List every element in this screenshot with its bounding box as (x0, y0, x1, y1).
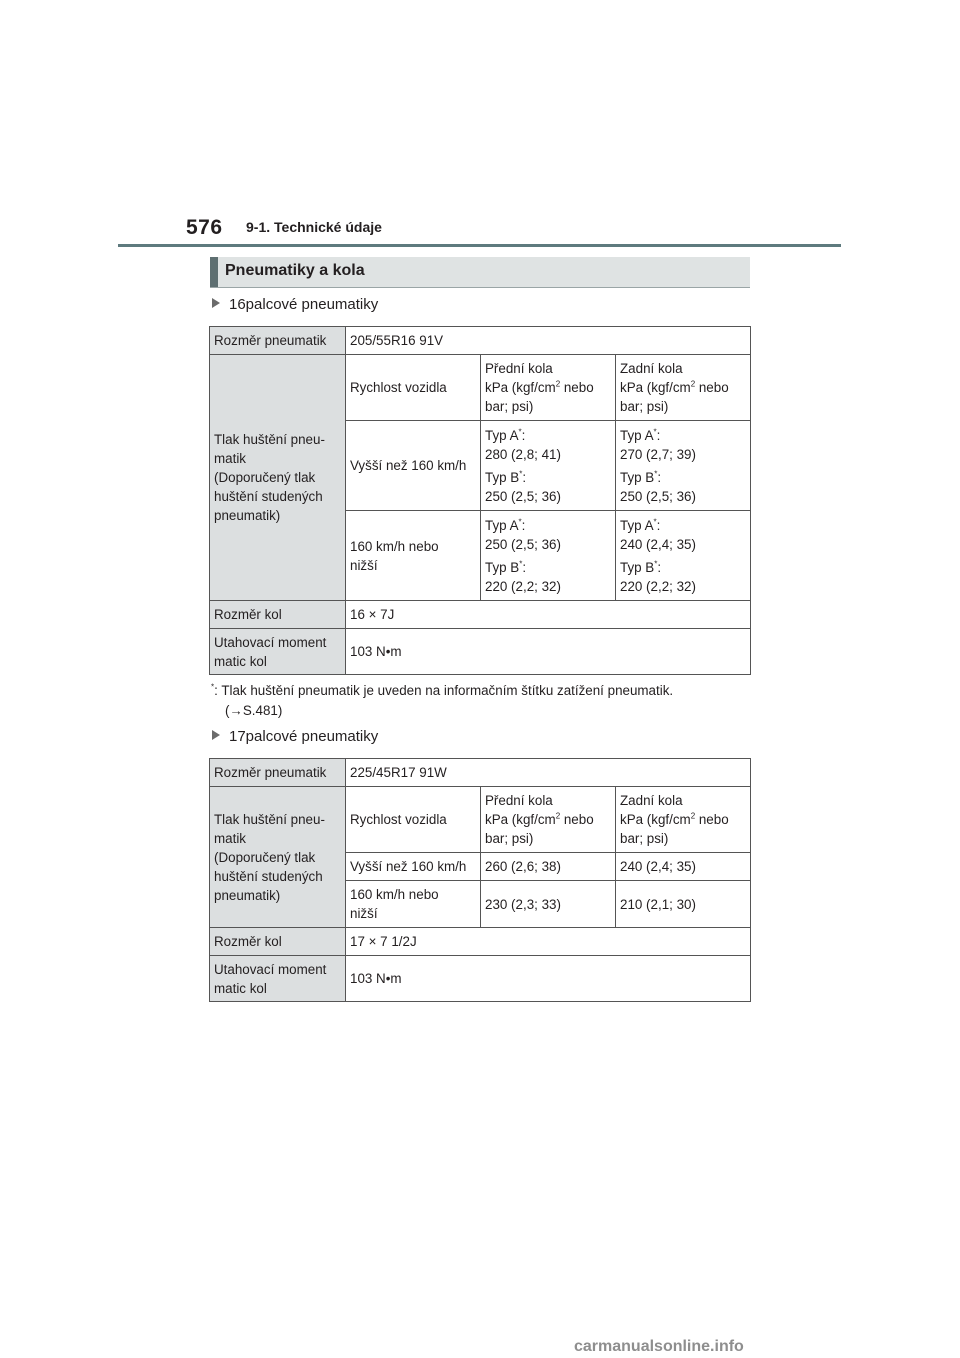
front-header: Přední kola kPa ($kgf/cm^2$ nebo bar; psi) (481, 787, 616, 853)
subheading-16 (212, 296, 378, 313)
wheel-size-value: 17 × 7 1/2J (346, 928, 751, 956)
speed-high-label: Vyšší než 160 km/h (346, 853, 481, 881)
front-header: Přední kola kPa ($kgf/cm^2$ nebo bar; psi) (481, 355, 616, 421)
triangle-bullet-icon (212, 730, 220, 740)
tire-size-label: Rozměr pneumatik (210, 759, 346, 787)
speed-label: Rychlost vozidla (346, 355, 481, 421)
subheading-16-text: 16palcové pneumatiky (229, 296, 379, 313)
torque-value: 103 N•m (346, 629, 751, 675)
pressure-label: Tlak huštění pneu- matik (Doporučený tlak huštění studených pneumatik) (210, 787, 346, 928)
speed-label: Rychlost vozidla (346, 787, 481, 853)
tire-table-16 (209, 326, 751, 675)
low-rear-values: Typ A*: 240 (2,4; 35) Typ B*: 220 (2,2; 32) (616, 511, 751, 601)
subheading-17-text: 17palcové pneumatiky (229, 728, 379, 745)
torque-label: Utahovací moment matic kol (210, 629, 346, 675)
triangle-bullet-icon (212, 298, 220, 308)
wheel-size-label: Rozměr kol (210, 928, 346, 956)
high-rear-values: Typ A*: 270 (2,7; 39) Typ B*: 250 (2,5; 36) (616, 421, 751, 511)
section-title: Pneumatiky a kola (225, 262, 365, 279)
torque-value: 103 N•m (346, 956, 751, 1002)
section-heading (210, 257, 750, 288)
wheel-size-label: Rozměr kol (210, 601, 346, 629)
table-row (210, 956, 751, 1002)
high-front-values: Typ A*: 280 (2,8; 41) Typ B*: 250 (2,5; 36) (481, 421, 616, 511)
header-rule (118, 244, 841, 247)
section-heading-bar (210, 257, 218, 287)
footnote-mark: * (211, 682, 215, 692)
table-row (210, 327, 751, 355)
page-number: 576 (186, 216, 223, 239)
low-front-values: Typ A*: 250 (2,5; 36) Typ B*: 220 (2,2; 32) (481, 511, 616, 601)
table-row (210, 629, 751, 675)
torque-label: Utahovací moment matic kol (210, 956, 346, 1002)
table-row (210, 759, 751, 787)
watermark: carmanualsonline.info (574, 1338, 744, 1355)
speed-low-label: 160 km/h nebo nižší (346, 881, 481, 928)
tire-size-label: Rozměr pneumatik (210, 327, 346, 355)
pressure-label: Tlak huštění pneu- matik (Doporučený tlak huštění studených pneumatik) (210, 355, 346, 601)
speed-low-label: 160 km/h nebo nižší (346, 511, 481, 601)
table-row (210, 601, 751, 629)
subheading-17 (212, 728, 378, 745)
footnote (211, 681, 673, 721)
table-row (210, 787, 751, 853)
rear-header: Zadní kola kPa ($kgf/cm^2$ nebo bar; psi) (616, 355, 751, 421)
footnote-page-ref[interactable]: (→S.481) (225, 703, 283, 718)
footnote-text: : Tlak huštění pneumatik je uveden na informačním štítku zatížení pneumatik. (214, 683, 674, 698)
low-rear-value: 210 (2,1; 30) (616, 881, 751, 928)
chapter-title: 9-1. Technické údaje (246, 219, 382, 235)
high-front-value: 260 (2,6; 38) (481, 853, 616, 881)
table-row (210, 928, 751, 956)
table-row (210, 355, 751, 421)
low-front-value: 230 (2,3; 33) (481, 881, 616, 928)
tire-size-value: 225/45R17 91W (346, 759, 751, 787)
speed-high-label: Vyšší než 160 km/h (346, 421, 481, 511)
tire-size-value: 205/55R16 91V (346, 327, 751, 355)
wheel-size-value: 16 × 7J (346, 601, 751, 629)
tire-table-17 (209, 758, 751, 1002)
high-rear-value: 240 (2,4; 35) (616, 853, 751, 881)
rear-header: Zadní kola kPa ($kgf/cm^2$ nebo bar; psi) (616, 787, 751, 853)
